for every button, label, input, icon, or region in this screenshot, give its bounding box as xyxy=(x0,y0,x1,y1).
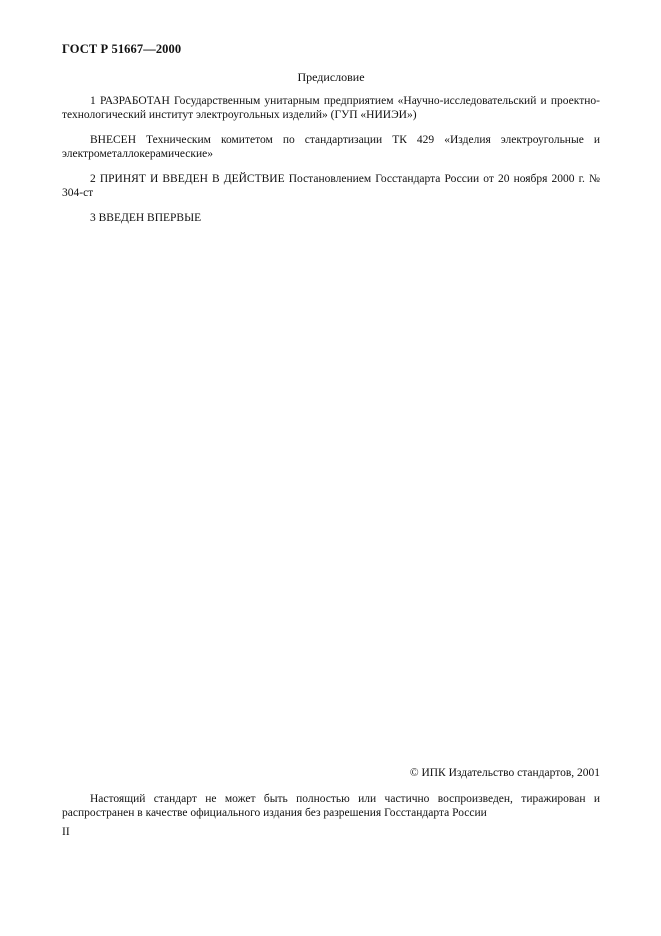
foreword-title: Предисловие xyxy=(297,70,365,84)
page-number: II xyxy=(62,826,70,838)
foreword-body xyxy=(62,95,600,226)
standard-code: ГОСТ Р 51667—2000 xyxy=(62,42,182,56)
foreword-paragraph-developed: 1 РАЗРАБОТАН Государственным унитарным предприятием «Научно-исследовательский и проектно-технологический институт электроугольных изделий» (ГУП «НИИЭИ») xyxy=(62,95,600,121)
foreword-paragraph-first-time: 3 ВВЕДЕН ВПЕРВЫЕ xyxy=(90,212,202,224)
reproduction-notice: Настоящий стандарт не может быть полностью или частично воспроизведен, тиражирован и распространен в качестве официального издания без разрешения Госстандарта России xyxy=(62,793,600,819)
copyright-line: © ИПК Издательство стандартов, 2001 xyxy=(409,767,600,779)
foreword-paragraph-adopted: 2 ПРИНЯТ И ВВЕДЕН В ДЕЙСТВИЕ Постановлением Госстандарта России от 20 ноября 2000 г. № 304-ст xyxy=(62,173,600,199)
foreword-paragraph-introduced: ВНЕСЕН Техническим комитетом по стандартизации ТК 429 «Изделия электроугольные и электрометаллокерамические» xyxy=(62,134,600,160)
